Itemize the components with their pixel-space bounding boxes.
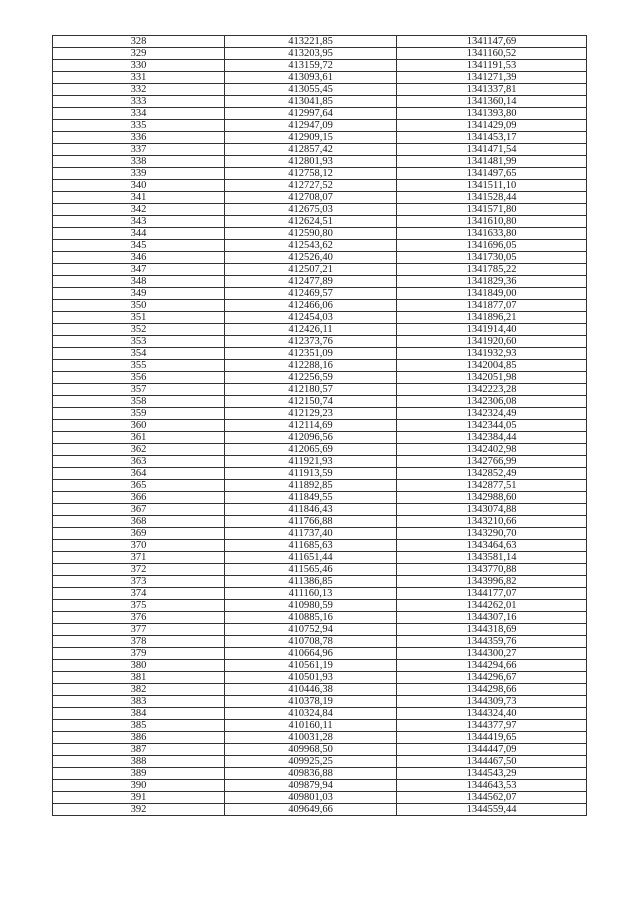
point-number-cell: 334 (53, 108, 225, 120)
table-row (53, 396, 587, 408)
x-coordinate-cell: 410446,38 (225, 684, 397, 696)
table-row (53, 624, 587, 636)
point-number-cell: 328 (53, 36, 225, 48)
table-row (53, 600, 587, 612)
x-coordinate-cell: 410752,94 (225, 624, 397, 636)
y-coordinate-cell: 1343581,14 (397, 552, 587, 564)
table-row (53, 72, 587, 84)
table-row (53, 648, 587, 660)
point-number-cell: 369 (53, 528, 225, 540)
point-number-cell: 388 (53, 756, 225, 768)
point-number-cell: 378 (53, 636, 225, 648)
x-coordinate-cell: 410160,11 (225, 720, 397, 732)
y-coordinate-cell: 1341337,81 (397, 84, 587, 96)
y-coordinate-cell: 1343996,82 (397, 576, 587, 588)
table-row (53, 228, 587, 240)
y-coordinate-cell: 1341696,05 (397, 240, 587, 252)
table-row (53, 660, 587, 672)
point-number-cell: 359 (53, 408, 225, 420)
point-number-cell: 365 (53, 480, 225, 492)
y-coordinate-cell: 1341481,99 (397, 156, 587, 168)
y-coordinate-cell: 1344643,53 (397, 780, 587, 792)
y-coordinate-cell: 1344359,76 (397, 636, 587, 648)
x-coordinate-cell: 411849,55 (225, 492, 397, 504)
table-row (53, 36, 587, 48)
table-row (53, 336, 587, 348)
table-row (53, 516, 587, 528)
y-coordinate-cell: 1344294,66 (397, 660, 587, 672)
y-coordinate-cell: 1341393,80 (397, 108, 587, 120)
point-number-cell: 336 (53, 132, 225, 144)
y-coordinate-cell: 1343210,66 (397, 516, 587, 528)
table-row (53, 708, 587, 720)
x-coordinate-cell: 411846,43 (225, 504, 397, 516)
y-coordinate-cell: 1342051,98 (397, 372, 587, 384)
table-row (53, 792, 587, 804)
x-coordinate-cell: 410664,96 (225, 648, 397, 660)
x-coordinate-cell: 412727,52 (225, 180, 397, 192)
y-coordinate-cell: 1344447,09 (397, 744, 587, 756)
x-coordinate-cell: 412947,09 (225, 120, 397, 132)
y-coordinate-cell: 1341528,44 (397, 192, 587, 204)
y-coordinate-cell: 1342004,85 (397, 360, 587, 372)
point-number-cell: 387 (53, 744, 225, 756)
table-row (53, 324, 587, 336)
point-number-cell: 331 (53, 72, 225, 84)
point-number-cell: 374 (53, 588, 225, 600)
x-coordinate-cell: 413093,61 (225, 72, 397, 84)
point-number-cell: 392 (53, 804, 225, 816)
y-coordinate-cell: 1344307,16 (397, 612, 587, 624)
point-number-cell: 390 (53, 780, 225, 792)
y-coordinate-cell: 1343770,88 (397, 564, 587, 576)
table-row (53, 48, 587, 60)
point-number-cell: 344 (53, 228, 225, 240)
table-row (53, 156, 587, 168)
point-number-cell: 343 (53, 216, 225, 228)
table-row (53, 480, 587, 492)
point-number-cell: 368 (53, 516, 225, 528)
point-number-cell: 370 (53, 540, 225, 552)
y-coordinate-cell: 1341497,65 (397, 168, 587, 180)
point-number-cell: 375 (53, 600, 225, 612)
table-row (53, 696, 587, 708)
x-coordinate-cell: 412373,76 (225, 336, 397, 348)
y-coordinate-cell: 1342384,44 (397, 432, 587, 444)
y-coordinate-cell: 1341271,39 (397, 72, 587, 84)
table-row (53, 96, 587, 108)
table-row (53, 408, 587, 420)
point-number-cell: 373 (53, 576, 225, 588)
y-coordinate-cell: 1341429,09 (397, 120, 587, 132)
y-coordinate-cell: 1341471,54 (397, 144, 587, 156)
x-coordinate-cell: 412469,57 (225, 288, 397, 300)
table-row (53, 504, 587, 516)
point-number-cell: 376 (53, 612, 225, 624)
x-coordinate-cell: 409925,25 (225, 756, 397, 768)
table-row (53, 144, 587, 156)
coordinates-table-body (53, 36, 587, 816)
y-coordinate-cell: 1344177,07 (397, 588, 587, 600)
y-coordinate-cell: 1344296,67 (397, 672, 587, 684)
table-row (53, 564, 587, 576)
table-row (53, 720, 587, 732)
x-coordinate-cell: 410324,84 (225, 708, 397, 720)
point-number-cell: 330 (53, 60, 225, 72)
table-row (53, 372, 587, 384)
y-coordinate-cell: 1341633,80 (397, 228, 587, 240)
point-number-cell: 363 (53, 456, 225, 468)
point-number-cell: 355 (53, 360, 225, 372)
y-coordinate-cell: 1343074,88 (397, 504, 587, 516)
point-number-cell: 364 (53, 468, 225, 480)
table-row (53, 132, 587, 144)
y-coordinate-cell: 1342223,28 (397, 384, 587, 396)
table-row (53, 420, 587, 432)
point-number-cell: 379 (53, 648, 225, 660)
x-coordinate-cell: 409836,88 (225, 768, 397, 780)
y-coordinate-cell: 1343290,70 (397, 528, 587, 540)
point-number-cell: 352 (53, 324, 225, 336)
y-coordinate-cell: 1341360,14 (397, 96, 587, 108)
x-coordinate-cell: 412466,06 (225, 300, 397, 312)
point-number-cell: 348 (53, 276, 225, 288)
y-coordinate-cell: 1344262,01 (397, 600, 587, 612)
x-coordinate-cell: 412477,89 (225, 276, 397, 288)
point-number-cell: 366 (53, 492, 225, 504)
y-coordinate-cell: 1344543,29 (397, 768, 587, 780)
table-row (53, 276, 587, 288)
table-row (53, 168, 587, 180)
y-coordinate-cell: 1341829,36 (397, 276, 587, 288)
y-coordinate-cell: 1341914,40 (397, 324, 587, 336)
table-row (53, 768, 587, 780)
point-number-cell: 372 (53, 564, 225, 576)
y-coordinate-cell: 1344324,40 (397, 708, 587, 720)
x-coordinate-cell: 412351,09 (225, 348, 397, 360)
y-coordinate-cell: 1342988,60 (397, 492, 587, 504)
y-coordinate-cell: 1341191,53 (397, 60, 587, 72)
table-row (53, 492, 587, 504)
table-row (53, 204, 587, 216)
point-number-cell: 371 (53, 552, 225, 564)
y-coordinate-cell: 1341920,60 (397, 336, 587, 348)
y-coordinate-cell: 1344300,27 (397, 648, 587, 660)
table-row (53, 528, 587, 540)
x-coordinate-cell: 413055,45 (225, 84, 397, 96)
x-coordinate-cell: 409879,94 (225, 780, 397, 792)
x-coordinate-cell: 410561,19 (225, 660, 397, 672)
x-coordinate-cell: 412180,57 (225, 384, 397, 396)
x-coordinate-cell: 411921,93 (225, 456, 397, 468)
table-row (53, 636, 587, 648)
x-coordinate-cell: 411160,13 (225, 588, 397, 600)
table-row (53, 360, 587, 372)
x-coordinate-cell: 412114,69 (225, 420, 397, 432)
y-coordinate-cell: 1344562,07 (397, 792, 587, 804)
x-coordinate-cell: 411651,44 (225, 552, 397, 564)
table-row (53, 576, 587, 588)
x-coordinate-cell: 412256,59 (225, 372, 397, 384)
point-number-cell: 353 (53, 336, 225, 348)
point-number-cell: 362 (53, 444, 225, 456)
point-number-cell: 381 (53, 672, 225, 684)
point-number-cell: 386 (53, 732, 225, 744)
x-coordinate-cell: 411386,85 (225, 576, 397, 588)
y-coordinate-cell: 1341849,00 (397, 288, 587, 300)
y-coordinate-cell: 1341147,69 (397, 36, 587, 48)
y-coordinate-cell: 1344559,44 (397, 804, 587, 816)
x-coordinate-cell: 409968,50 (225, 744, 397, 756)
table-row (53, 264, 587, 276)
y-coordinate-cell: 1343464,63 (397, 540, 587, 552)
y-coordinate-cell: 1342306,08 (397, 396, 587, 408)
y-coordinate-cell: 1344419,65 (397, 732, 587, 744)
table-row (53, 348, 587, 360)
x-coordinate-cell: 411737,40 (225, 528, 397, 540)
table-row (53, 216, 587, 228)
table-row (53, 192, 587, 204)
x-coordinate-cell: 412801,93 (225, 156, 397, 168)
x-coordinate-cell: 410885,16 (225, 612, 397, 624)
table-row (53, 456, 587, 468)
y-coordinate-cell: 1342877,51 (397, 480, 587, 492)
y-coordinate-cell: 1341610,80 (397, 216, 587, 228)
x-coordinate-cell: 410708,78 (225, 636, 397, 648)
y-coordinate-cell: 1342402,98 (397, 444, 587, 456)
y-coordinate-cell: 1341511,10 (397, 180, 587, 192)
table-row (53, 444, 587, 456)
point-number-cell: 354 (53, 348, 225, 360)
table-row (53, 744, 587, 756)
point-number-cell: 384 (53, 708, 225, 720)
x-coordinate-cell: 413221,85 (225, 36, 397, 48)
y-coordinate-cell: 1342766,99 (397, 456, 587, 468)
x-coordinate-cell: 412758,12 (225, 168, 397, 180)
y-coordinate-cell: 1341896,21 (397, 312, 587, 324)
point-number-cell: 349 (53, 288, 225, 300)
point-number-cell: 356 (53, 372, 225, 384)
table-row (53, 732, 587, 744)
table-row (53, 588, 587, 600)
table-row (53, 684, 587, 696)
table-row (53, 672, 587, 684)
point-number-cell: 340 (53, 180, 225, 192)
table-row (53, 84, 587, 96)
point-number-cell: 338 (53, 156, 225, 168)
y-coordinate-cell: 1341160,52 (397, 48, 587, 60)
point-number-cell: 360 (53, 420, 225, 432)
point-number-cell: 345 (53, 240, 225, 252)
y-coordinate-cell: 1344377,97 (397, 720, 587, 732)
table-row (53, 804, 587, 816)
table-row (53, 300, 587, 312)
x-coordinate-cell: 412454,03 (225, 312, 397, 324)
table-row (53, 312, 587, 324)
x-coordinate-cell: 413041,85 (225, 96, 397, 108)
x-coordinate-cell: 412675,03 (225, 204, 397, 216)
x-coordinate-cell: 413203,95 (225, 48, 397, 60)
x-coordinate-cell: 411766,88 (225, 516, 397, 528)
y-coordinate-cell: 1344318,69 (397, 624, 587, 636)
point-number-cell: 382 (53, 684, 225, 696)
table-row (53, 756, 587, 768)
x-coordinate-cell: 412624,51 (225, 216, 397, 228)
point-number-cell: 329 (53, 48, 225, 60)
y-coordinate-cell: 1341932,93 (397, 348, 587, 360)
x-coordinate-cell: 410501,93 (225, 672, 397, 684)
y-coordinate-cell: 1341453,17 (397, 132, 587, 144)
point-number-cell: 339 (53, 168, 225, 180)
table-row (53, 60, 587, 72)
point-number-cell: 377 (53, 624, 225, 636)
y-coordinate-cell: 1342852,49 (397, 468, 587, 480)
table-row (53, 252, 587, 264)
x-coordinate-cell: 411913,59 (225, 468, 397, 480)
y-coordinate-cell: 1341571,80 (397, 204, 587, 216)
x-coordinate-cell: 412288,16 (225, 360, 397, 372)
x-coordinate-cell: 412543,62 (225, 240, 397, 252)
point-number-cell: 335 (53, 120, 225, 132)
point-number-cell: 391 (53, 792, 225, 804)
x-coordinate-cell: 411565,46 (225, 564, 397, 576)
x-coordinate-cell: 410031,28 (225, 732, 397, 744)
point-number-cell: 337 (53, 144, 225, 156)
point-number-cell: 351 (53, 312, 225, 324)
x-coordinate-cell: 412150,74 (225, 396, 397, 408)
x-coordinate-cell: 412526,40 (225, 252, 397, 264)
point-number-cell: 342 (53, 204, 225, 216)
x-coordinate-cell: 409801,03 (225, 792, 397, 804)
point-number-cell: 332 (53, 84, 225, 96)
table-row (53, 180, 587, 192)
x-coordinate-cell: 412909,15 (225, 132, 397, 144)
x-coordinate-cell: 410378,19 (225, 696, 397, 708)
x-coordinate-cell: 412857,42 (225, 144, 397, 156)
point-number-cell: 333 (53, 96, 225, 108)
point-number-cell: 347 (53, 264, 225, 276)
x-coordinate-cell: 411685,63 (225, 540, 397, 552)
point-number-cell: 341 (53, 192, 225, 204)
point-number-cell: 361 (53, 432, 225, 444)
y-coordinate-cell: 1342344,05 (397, 420, 587, 432)
table-row (53, 540, 587, 552)
point-number-cell: 358 (53, 396, 225, 408)
table-row (53, 120, 587, 132)
x-coordinate-cell: 412708,07 (225, 192, 397, 204)
x-coordinate-cell: 410980,59 (225, 600, 397, 612)
x-coordinate-cell: 412997,64 (225, 108, 397, 120)
table-row (53, 288, 587, 300)
y-coordinate-cell: 1341730,05 (397, 252, 587, 264)
point-number-cell: 389 (53, 768, 225, 780)
y-coordinate-cell: 1341785,22 (397, 264, 587, 276)
y-coordinate-cell: 1341877,07 (397, 300, 587, 312)
point-number-cell: 346 (53, 252, 225, 264)
x-coordinate-cell: 409649,66 (225, 804, 397, 816)
point-number-cell: 385 (53, 720, 225, 732)
table-row (53, 468, 587, 480)
point-number-cell: 350 (53, 300, 225, 312)
point-number-cell: 357 (53, 384, 225, 396)
x-coordinate-cell: 412096,56 (225, 432, 397, 444)
x-coordinate-cell: 412129,23 (225, 408, 397, 420)
x-coordinate-cell: 413159,72 (225, 60, 397, 72)
y-coordinate-cell: 1342324,49 (397, 408, 587, 420)
table-row (53, 384, 587, 396)
table-row (53, 612, 587, 624)
coordinates-table (52, 35, 587, 816)
point-number-cell: 380 (53, 660, 225, 672)
table-row (53, 432, 587, 444)
x-coordinate-cell: 412426,11 (225, 324, 397, 336)
y-coordinate-cell: 1344309,73 (397, 696, 587, 708)
table-row (53, 240, 587, 252)
x-coordinate-cell: 412065,69 (225, 444, 397, 456)
x-coordinate-cell: 412507,21 (225, 264, 397, 276)
x-coordinate-cell: 411892,85 (225, 480, 397, 492)
y-coordinate-cell: 1344298,66 (397, 684, 587, 696)
y-coordinate-cell: 1344467,50 (397, 756, 587, 768)
table-row (53, 780, 587, 792)
table-row (53, 108, 587, 120)
point-number-cell: 367 (53, 504, 225, 516)
point-number-cell: 383 (53, 696, 225, 708)
table-row (53, 552, 587, 564)
x-coordinate-cell: 412590,80 (225, 228, 397, 240)
